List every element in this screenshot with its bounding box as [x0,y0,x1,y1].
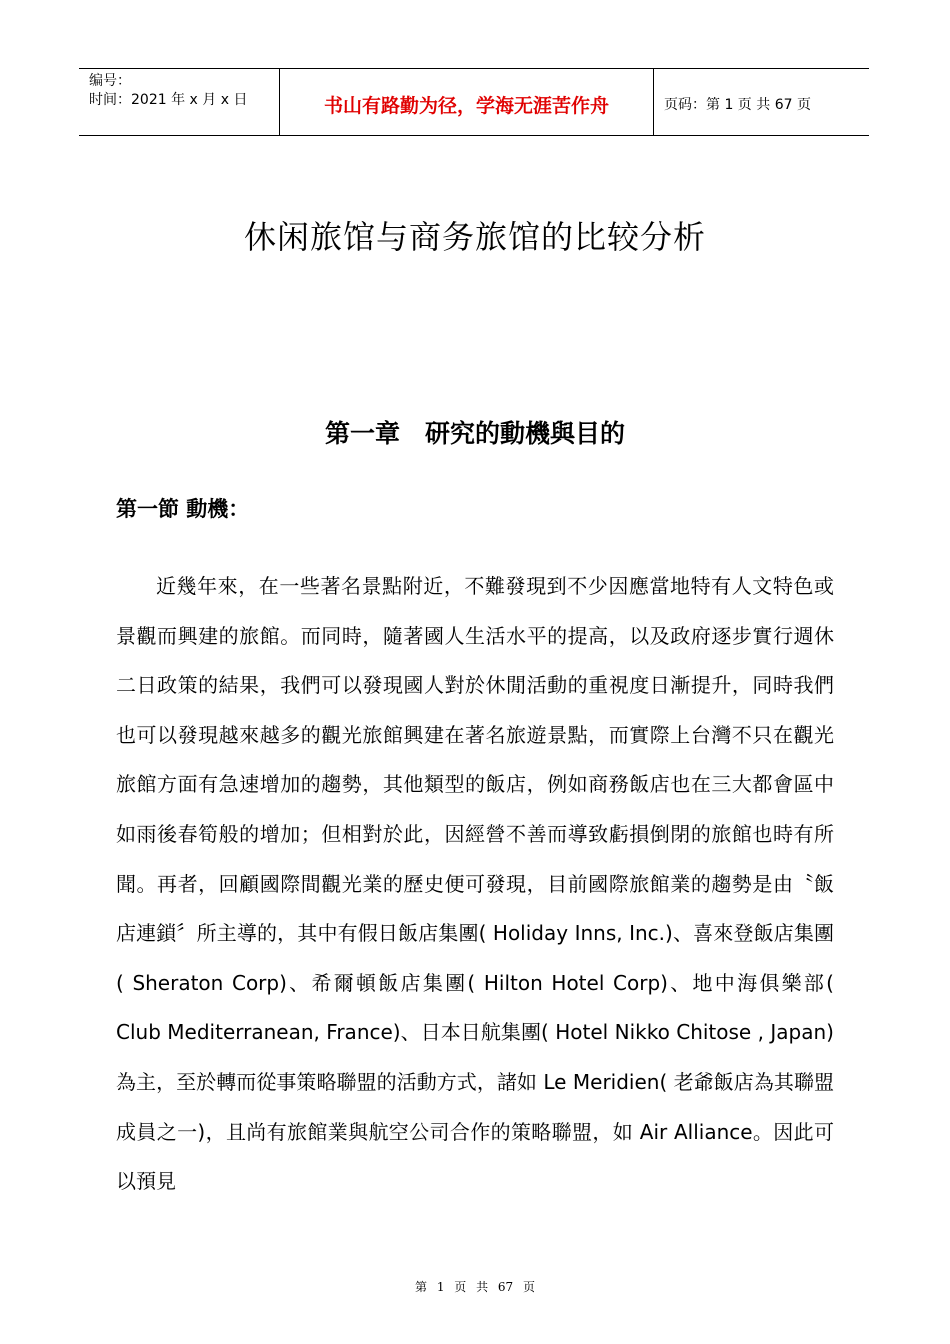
chapter-title: 第一章 研究的動機與目的 [324,419,625,448]
page-info-text: 页码：第 1 页 共 67 页 [664,97,811,113]
page-header [79,68,869,136]
header-page-cell [654,69,869,135]
motto-text: 书山有路勤为径，学海无涯苦作舟 [323,94,609,117]
header-meta-cell [79,69,280,135]
body-paragraph: 近幾年來，在一些著名景點附近，不難發現到不少因應當地特有人文特色或景觀而興建的旅館。而同時，隨著國人生活水平的提高，以及政府逐步實行週休二日政策的結果，我們可以發現國人對於休閒活動的重視度日漸提升，同時我們也可以發現越來越多的觀光旅館興建在著名旅遊景點，而實際上台灣不只在觀光旅館方面有急速增加的趨勢，其他類型的飯店，例如商務飯店也在三大都會區中如雨後春筍般的增加；但相對於此，因經營不善而導致虧損倒閉的旅館也時有所聞。再者，回顧國際間觀光業的歷史便可發現，目前國際旅館業的趨勢是由〝飯店連鎖〞所主導的，其中有假日飯店集團( Holiday Inns, Inc.)、喜來登飯店集團( Sheraton Corp)、希爾頓飯店集團( Hilton Hotel Corp)、地中海俱樂部( Club Mediterranean, France)、日本日航集團( Hotel Nikko Chitose , Japan)為主，至於轉而從事策略聯盟的活動方式，諸如 Le Meridien( 老爺飯店為其聯盟成員之一)，且尚有旅館業與航空公司合作的策略聯盟，如 Air Alliance。因此可以預見 [116,574,834,1194]
body-text [116,562,834,1207]
header-motto-cell [280,69,654,135]
document-title: 休闲旅馆与商务旅馆的比较分析 [243,218,706,256]
section-title: 第一節 動機： [116,497,250,521]
page-footer: 第 1 页 共 67 页 [415,1280,535,1294]
time-label: 时间：2021 年 x 月 x 日 [89,92,248,108]
serial-number-label: 编号： [89,73,131,89]
